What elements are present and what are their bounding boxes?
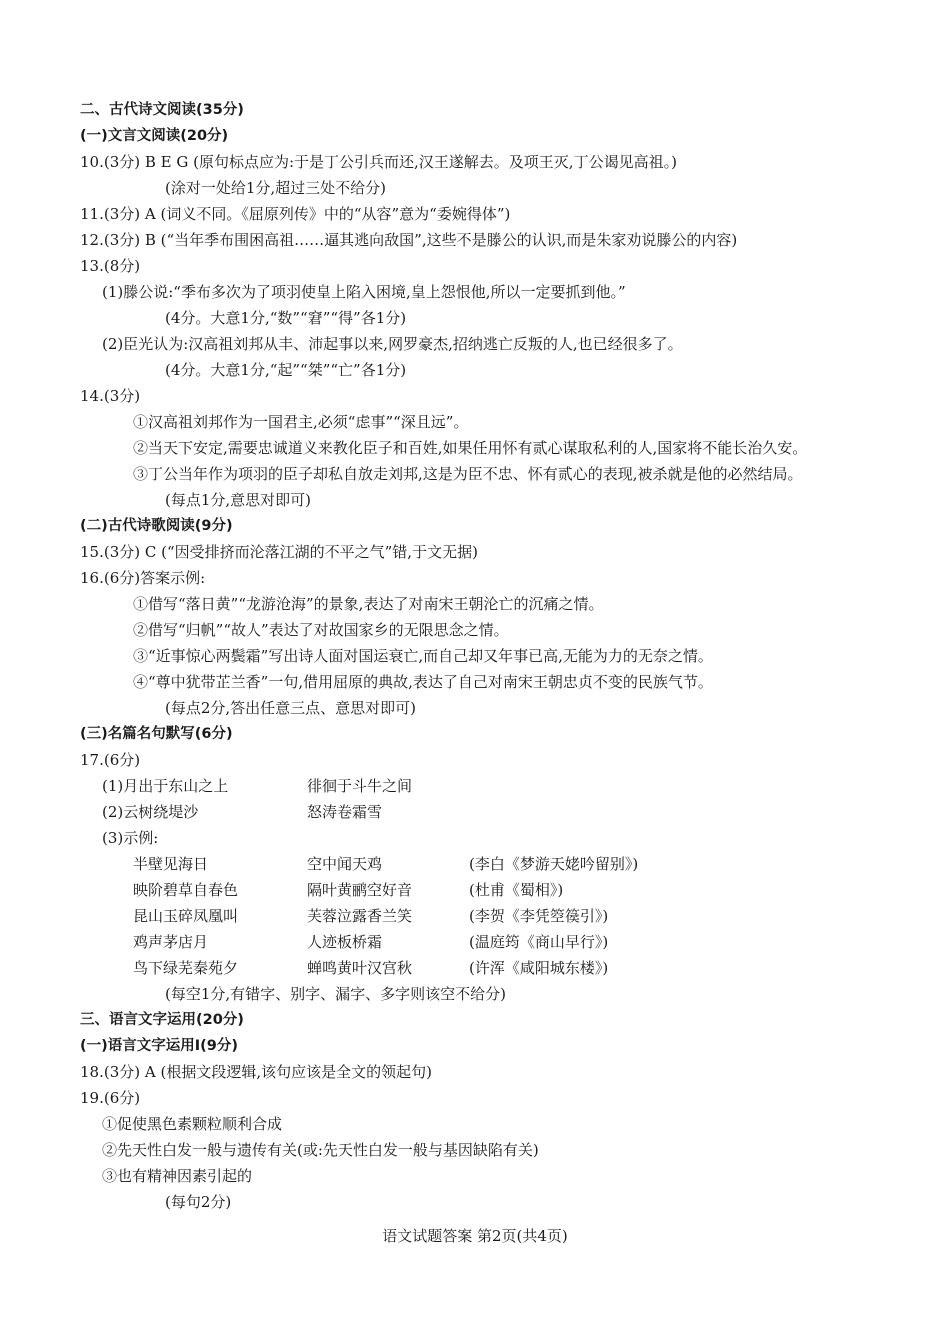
scoring-note: (每点2分,答出任意三点、意思对即可) <box>165 699 417 717</box>
subsection-heading: (一)语言文字运用Ⅰ(9分) <box>80 1038 238 1054</box>
answer-point: ①促使黑色素颗粒顺利合成 <box>102 1115 283 1133</box>
answer-point: ②当天下安定,需要忠诚道义来教化臣子和百姓,如果任用怀有贰心谋取私利的人,国家将不能长治久安。 <box>133 439 808 457</box>
page-footer: 语文试题答案 第2页(共4页) <box>382 1227 568 1245</box>
answer-point: ②借写“归帆”“故人”表达了对故国家乡的无限思念之情。 <box>133 621 509 639</box>
recitation-blank: 怒涛卷霜雪 <box>307 803 383 821</box>
subsection-heading: (三)名篇名句默写(6分) <box>80 726 233 742</box>
scoring-note: (每句2分) <box>165 1193 232 1211</box>
answer-line: 11.(3分) A (词义不同。《屈原列传》中的“从容”意为“委婉得体”) <box>80 205 511 223</box>
example-line-1: 昆山玉碎凤凰叫 <box>133 907 239 925</box>
example-label: (3)示例: <box>102 829 159 847</box>
example-line-1: 鸡声茅店月 <box>133 933 209 951</box>
question-number: 14.(3分) <box>80 387 141 405</box>
answer-point: ③丁公当年作为项羽的臣子却私自放走刘邦,这是为臣不忠、怀有贰心的表现,被杀就是他的必然结局。 <box>133 465 803 483</box>
answer-line: (1)滕公说:“季布多次为了项羽使皇上陷入困境,皇上怨恨他,所以一定要抓到他。” <box>102 283 626 301</box>
answer-line: 10.(3分) B E G (原句标点应为:于是丁公引兵而还,汉王遂解去。及项王灭,丁公谒见高祖。) <box>80 153 677 171</box>
subsection-heading: (二)古代诗歌阅读(9分) <box>80 518 233 534</box>
question-number: 17.(6分) <box>80 751 141 769</box>
answer-point: ③也有精神因素引起的 <box>102 1167 253 1185</box>
answer-line: 12.(3分) B (“当年季布围困高祖……逼其逃向敌国”,这些不是滕公的认识,而是朱家劝说滕公的内容) <box>80 231 738 249</box>
example-source: (许浑《咸阳城东楼》) <box>469 959 609 977</box>
answer-line: 18.(3分) A (根据文段逻辑,该句应该是全文的领起句) <box>80 1063 432 1081</box>
answer-point: ①借写“落日黄”“龙游沧海”的景象,表达了对南宋王朝沦亡的沉痛之情。 <box>133 595 604 613</box>
scoring-note: (4分。大意1分,“起”“桀”“亡”各1分) <box>165 361 407 379</box>
example-source: (李贺《李凭箜篌引》) <box>469 907 609 925</box>
question-number: 19.(6分) <box>80 1089 141 1107</box>
example-source: (李白《梦游天姥吟留别》) <box>469 855 639 873</box>
answer-point: ②先天性白发一般与遗传有关(或:先天性白发一般与基因缺陷有关) <box>102 1141 539 1159</box>
recitation-blank: (1)月出于东山之上 <box>102 777 229 795</box>
example-line-2: 蝉鸣黄叶汉宫秋 <box>307 959 413 977</box>
answer-point: ①汉高祖刘邦作为一国君主,必须“虑事”“深且远”。 <box>133 413 469 431</box>
recitation-blank: (2)云树绕堤沙 <box>102 803 199 821</box>
answer-line: 15.(3分) C (“因受排挤而沦落江湖的不平之气”错,于文无据) <box>80 543 478 561</box>
answer-point: ④“尊中犹带芷兰香”一句,借用屈原的典故,表达了自己对南宋王朝忠贞不变的民族气节。 <box>133 673 713 691</box>
scoring-note: (涂对一处给1分,超过三处不给分) <box>165 179 387 197</box>
example-line-2: 空中闻天鸡 <box>307 855 383 873</box>
example-line-1: 半壁见海日 <box>133 855 209 873</box>
example-line-1: 鸟下绿芜秦苑夕 <box>133 959 239 977</box>
scoring-note: (每空1分,有错字、别字、漏字、多字则该空不给分) <box>165 985 507 1003</box>
subsection-heading: (一)文言文阅读(20分) <box>80 128 229 144</box>
scoring-note: (4分。大意1分,“数”“窘”“得”各1分) <box>165 309 407 327</box>
answer-line: (2)臣光认为:汉高祖刘邦从丰、沛起事以来,网罗豪杰,招纳逃亡反叛的人,也已经很多了。 <box>102 335 683 353</box>
answer-point: ③“近事惊心两鬓霜”写出诗人面对国运衰亡,而自己却又年事已高,无能为力的无奈之情。 <box>133 647 713 665</box>
section-heading: 三、语言文字运用(20分) <box>80 1012 244 1028</box>
scoring-note: (每点1分,意思对即可) <box>165 491 312 509</box>
example-line-2: 隔叶黄鹂空好音 <box>307 881 413 899</box>
example-line-2: 芙蓉泣露香兰笑 <box>307 907 413 925</box>
question-number: 13.(8分) <box>80 257 141 275</box>
example-line-1: 映阶碧草自春色 <box>133 881 239 899</box>
example-source: (温庭筠《商山早行》) <box>469 933 609 951</box>
recitation-blank: 徘徊于斗牛之间 <box>307 777 413 795</box>
example-source: (杜甫《蜀相》) <box>469 881 564 899</box>
question-number: 16.(6分)答案示例: <box>80 569 206 587</box>
example-line-2: 人迹板桥霜 <box>307 933 383 951</box>
section-heading: 二、古代诗文阅读(35分) <box>80 102 244 118</box>
